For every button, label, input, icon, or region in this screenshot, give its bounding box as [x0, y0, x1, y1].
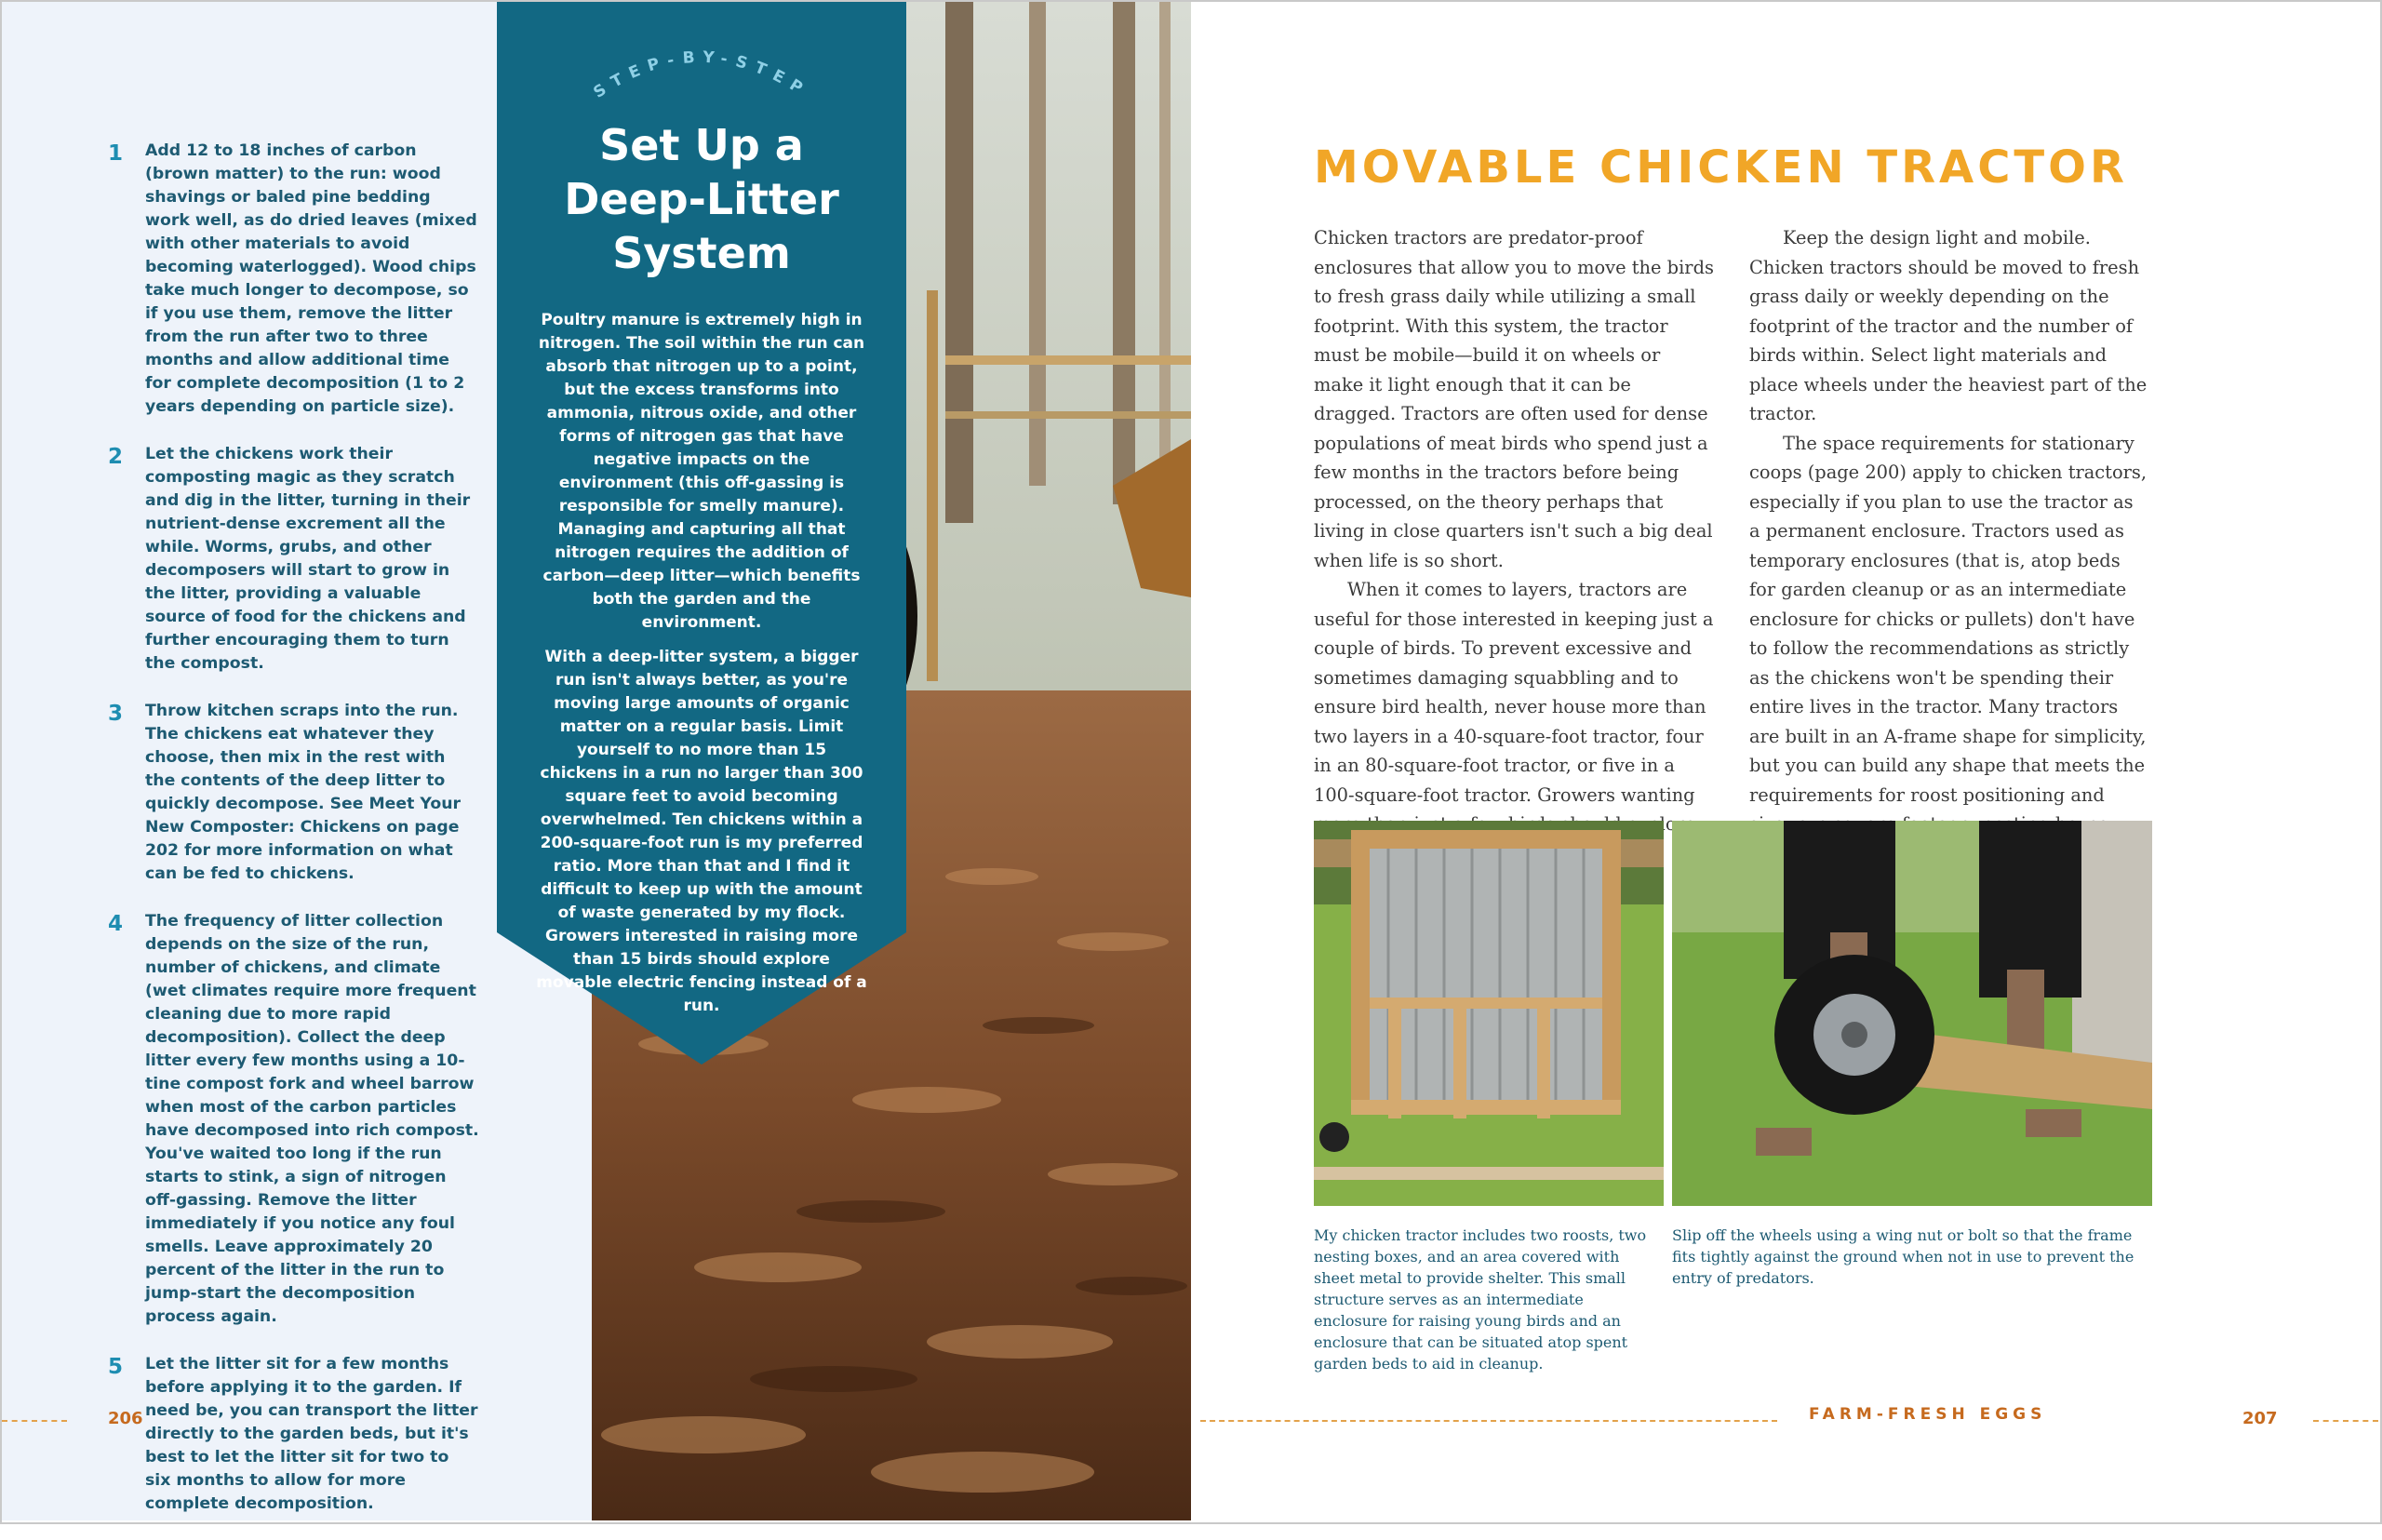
folio-rule-right: [1200, 1420, 1777, 1422]
step-by-step-banner: [497, 2, 906, 1065]
running-head: FARM-FRESH EGGS: [1809, 1405, 2047, 1424]
step-item: [108, 700, 479, 886]
step-item: [108, 443, 479, 676]
text-column-right: [1749, 223, 2149, 868]
banner-title-line: Set Up a: [599, 120, 804, 170]
step-item: [108, 910, 479, 1329]
step-text: Let the litter sit for a few months before applying it to the garden. If need be, you can transport the litter directly to the garden beds, but it's best to let the litter sit for two to six months to allow for more complete decomposition.: [145, 1355, 478, 1513]
section-title: MOVABLE CHICKEN TRACTOR: [1314, 141, 2128, 194]
step-item: [108, 1353, 479, 1516]
banner-paragraph: Poultry manure is extremely high in nitrogen. The soil within the run can absorb that nitrogen up to a point, but the excess transforms into ammonia, nitrous oxide, and other forms of nitrogen gas that have negative impacts on the environment (this off-gassing is responsible for smelly manure). Managing and capturing all that nitrogen requires the addition of carbon—deep litter—which benefits both the garden and the environment.: [538, 311, 865, 632]
banner-title-line: Deep-Litter: [564, 174, 839, 224]
banner-paragraph: With a deep-litter system, a bigger run isn't always better, as you're moving large amounts of organic matter on a regular basis. Limit yourself to no more than 15 chickens in a run no larger than 300 square feet to avoid becoming overwhelmed. Ten chickens within a 200-square-foot run is my preferred ratio. More than that and I find it difficult to keep up with the amount of waste generated by my flock. Growers interested in raising more than 15 birds should explore movable electric fencing instead of a run.: [536, 648, 867, 1015]
page-number-right: 207: [2242, 1409, 2278, 1428]
step-text: Throw kitchen scraps into the run. The chickens eat whatever they choose, then mix in the rest with the contents of the deep litter to quickly decompose. See Meet Your New Composter: Chickens on page 202 for more information on what can be fed to chickens.: [145, 702, 462, 883]
folio-rule-left: [2, 1420, 67, 1422]
right-page: [1191, 2, 2378, 1520]
body-paragraph: Keep the design light and mobile. Chicken tractors should be moved to fresh grass daily or weekly depending on the footprint of the tractor and the number of birds within. Select light materials and place wheels under the heaviest part of the tractor.: [1749, 227, 2148, 424]
page-number-left: 206: [108, 1409, 143, 1428]
step-text: Add 12 to 18 inches of carbon (brown matter) to the run: wood shavings or baled pine bedding work well, as do dried leaves (mixed with other materials to avoid becoming waterlogged). Wood chips take much longer to decompose, so if you use them, remove the litter from the run after two to three months and allow additional time for complete decomposition (1 to 2 years depending on particle size).: [145, 141, 477, 416]
step-number: 5: [108, 1355, 124, 1379]
banner-kicker: STEP-BY-STEP: [590, 47, 813, 102]
step-text: The frequency of litter collection depends on the size of the run, number of chickens, and climate (wet climates require more frequent cleaning due to more rapid decomposition). Collect the deep litter every few months using a 10-tine compost fork and wheel barrow when most of the carbon particles have decomposed into rich compost. You've waited too long if the run starts to stink, a sign of nitrogen off-gassing. Remove the litter immediately if you notice any foul smells. Leave approximately 20 percent of the litter in the run to jump-start the decomposition process again.: [145, 912, 479, 1326]
banner-title: [497, 118, 906, 280]
banner-body: [536, 309, 867, 1029]
photo-caption-1: My chicken tractor includes two roosts, two nesting boxes, and an area covered with sheet metal to provide shelter. This small structure serves as an intermediate enclosure for raising young birds and an enclosure that can be situated atop spent garden beds to aid in cleanup.: [1314, 1226, 1647, 1373]
folio-rule-right-end: [2313, 1420, 2378, 1422]
step-number: 1: [108, 141, 124, 166]
text-column-left: [1314, 223, 1714, 868]
body-paragraph: Chicken tractors are predator-proof enclosures that allow you to move the birds to fresh grass daily while utilizing a small footprint. With this system, the tractor must be mobile—build it on wheels or make it light enough that it can be dragged. Tractors are often used for dense populations of meat birds who spend just a few months in the tractors before being processed, on the theory perhaps that living in close quarters isn't such a big deal when life is so short.: [1314, 227, 1714, 571]
body-paragraph: The space requirements for stationary coops (page 200) apply to chicken tractors, especially if you plan to use the tractor as a permanent enclosure. Tractors used as temporary enclosures (that is, atop beds for garden cleanup or as an intermediate enclosure for chicks or pullets) don't have to follow the recommendations as strictly as the chickens won't be spending their entire lives in the tractor. Many tractors are built in an A-frame shape for simplicity, but you can build any shape that meets the requirements for roost positioning and: [1749, 432, 2148, 806]
step-number: 3: [108, 702, 124, 726]
step-list: [108, 140, 479, 1540]
banner-title-line: System: [612, 228, 791, 278]
tractor-wheel-photo: [1672, 821, 2152, 1206]
step-text: Let the chickens work their composting magic as they scratch and dig in the litter, turning in their nutrient-dense excrement all the while. Worms, grubs, and other decomposers will start to grow in the litter, providing a valuable source of food for the chickens and further encouraging them to turn the compost.: [145, 445, 471, 673]
step-number: 4: [108, 912, 124, 936]
chicken-tractor-photo: [1314, 821, 1664, 1206]
step-item: [108, 140, 479, 419]
photo-caption-2: Slip off the wheels using a wing nut or bolt so that the frame fits tightly against the ground when not in use to prevent the entry of predators.: [1672, 1226, 2134, 1287]
step-number: 2: [108, 445, 124, 469]
body-paragraph: When it comes to layers, tractors are useful for those interested in keeping just a couple of birds. To prevent excessive and sometimes damaging squabbling and to ensure bird health, never house more than two layers in a 40-square-foot tractor, four in an 80-square-foot tractor, or five in a 100-square-foot tractor. Growers wanting: [1314, 579, 1714, 806]
